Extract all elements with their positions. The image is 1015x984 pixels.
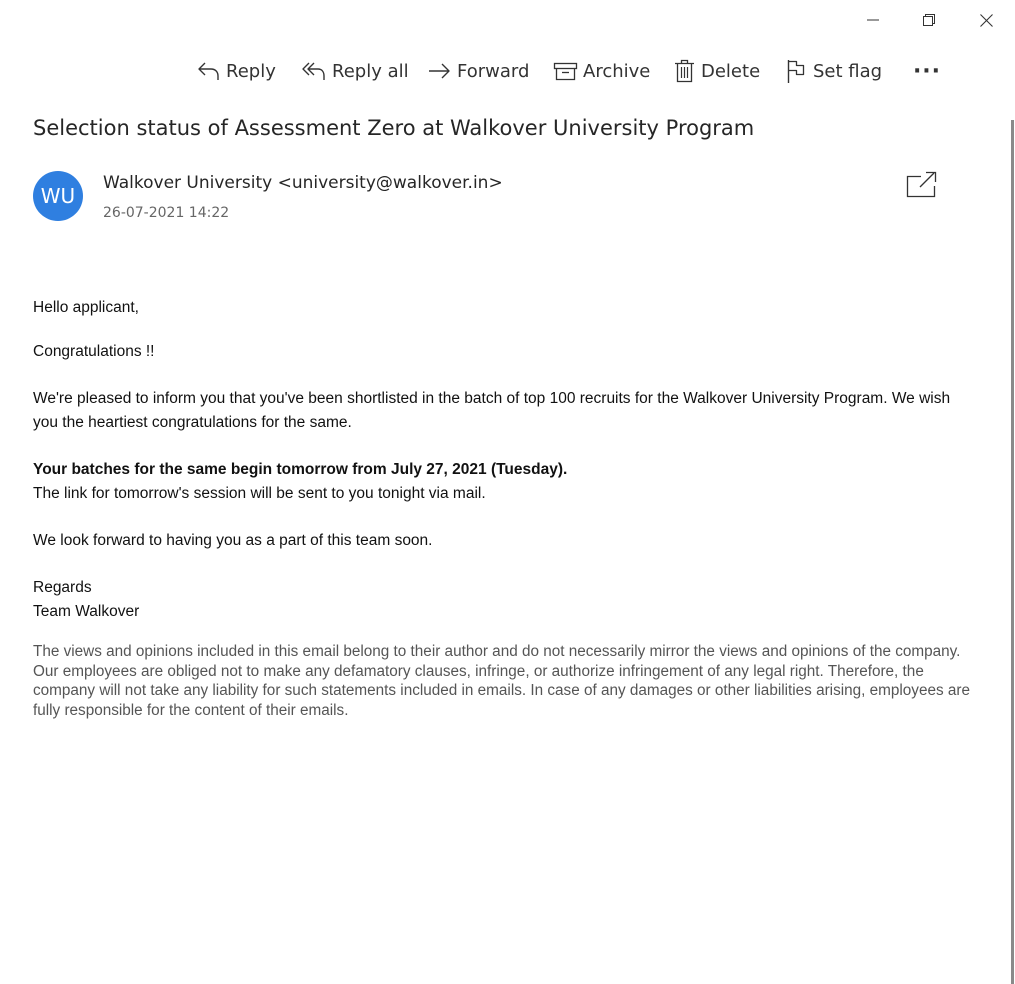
open-in-new-window-button[interactable] — [905, 171, 937, 199]
reply-icon — [196, 59, 221, 83]
popout-icon — [905, 171, 937, 199]
set-flag-button[interactable] — [784, 54, 907, 88]
more-actions-button[interactable] — [907, 54, 947, 88]
reply-all-button[interactable] — [301, 54, 427, 88]
minimize-icon — [867, 14, 879, 26]
forward-label: Forward — [457, 60, 530, 82]
closing-line: We look forward to having you as a part of this team soon. — [33, 532, 433, 549]
signature: Team Walkover — [33, 603, 140, 620]
flag-icon — [784, 58, 808, 84]
restore-icon — [923, 14, 935, 26]
delete-label: Delete — [701, 60, 761, 82]
email-date: 26-07-2021 14:22 — [103, 205, 230, 221]
avatar[interactable] — [33, 171, 83, 221]
close-icon — [980, 14, 993, 27]
more-icon: ··· — [912, 58, 942, 84]
sender-name[interactable]: Walkover University <university@walkover.in> — [103, 173, 503, 193]
reply-button[interactable] — [196, 54, 301, 88]
batch-start-line: Your batches for the same begin tomorrow from July 27, 2021 (Tuesday). — [33, 461, 568, 478]
email-body — [33, 296, 973, 720]
avatar-initials: WU — [40, 184, 76, 208]
archive-label: Archive — [583, 60, 651, 82]
message-toolbar — [196, 54, 947, 88]
disclaimer: The views and opinions included in this email belong to their author and do not necessarily mirror the views and opinions of the company. Our employees are obliged not to make any defamatory clauses, infringe, or authorize infringement of any legal right. Therefore, the company will not take any liability for such statements included in emails. In case of any damages or other liabilities arising, employees are fully responsible for the content of their emails. — [33, 643, 970, 719]
minimize-button[interactable] — [850, 4, 896, 36]
congrats-line: Congratulations !! — [33, 343, 155, 360]
restore-button[interactable] — [906, 4, 952, 36]
body-paragraph: We're pleased to inform you that you've been shortlisted in the batch of top 100 recruits for the Walkover University Program. We wish you the heartiest congratulations for the same. — [33, 390, 951, 431]
close-button[interactable] — [963, 4, 1009, 36]
set-flag-label: Set flag — [813, 60, 883, 82]
session-link-line: The link for tomorrow's session will be sent to you tonight via mail. — [33, 485, 486, 502]
regards: Regards — [33, 579, 92, 596]
greeting: Hello applicant, — [33, 299, 139, 316]
reply-all-label: Reply all — [332, 60, 409, 82]
reply-all-icon — [301, 59, 327, 83]
delete-button[interactable] — [673, 54, 784, 88]
archive-icon — [553, 59, 578, 83]
reply-label: Reply — [226, 60, 276, 82]
archive-button[interactable] — [553, 54, 673, 88]
trash-icon — [673, 58, 696, 84]
scrollbar[interactable] — [1011, 120, 1014, 984]
email-subject: Selection status of Assessment Zero at Walkover University Program — [33, 116, 755, 140]
forward-button[interactable] — [427, 54, 553, 88]
forward-icon — [427, 59, 452, 83]
